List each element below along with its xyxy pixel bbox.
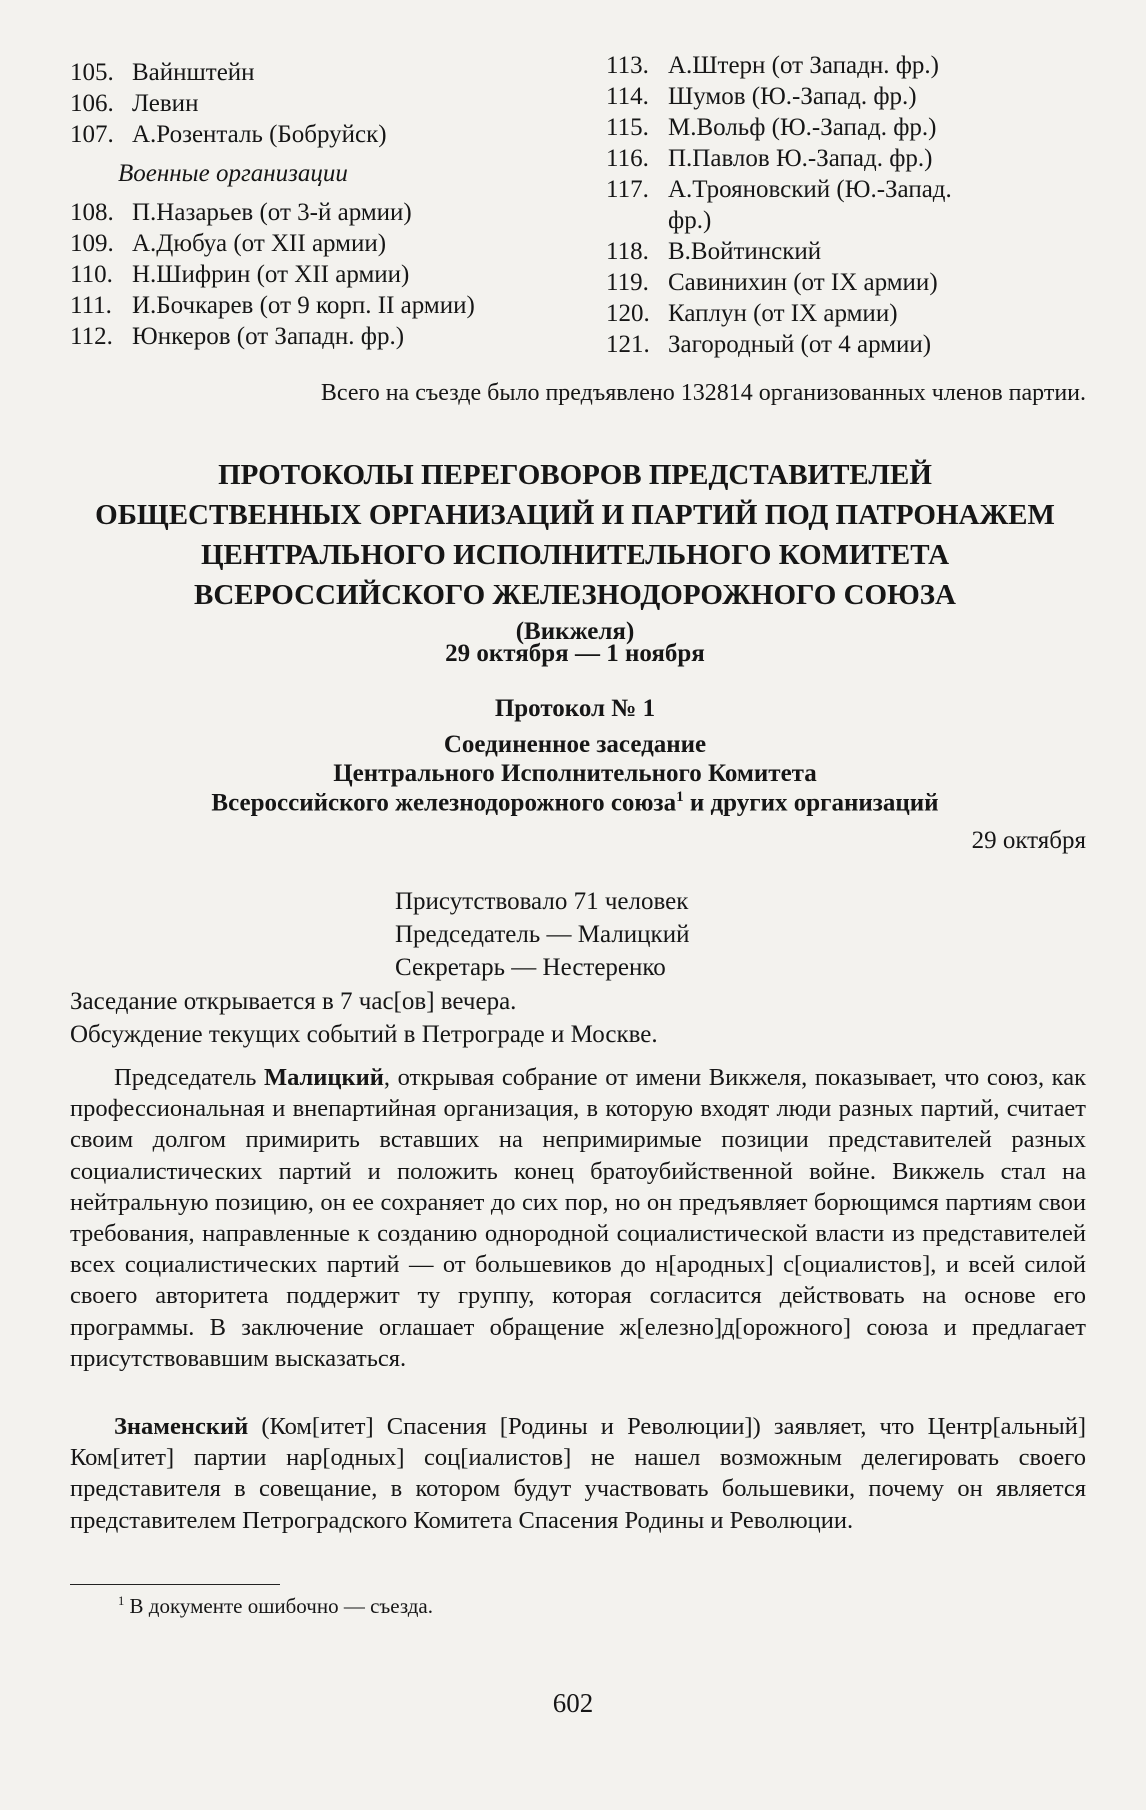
attendance-secretary: Секретарь — Нестеренко: [395, 954, 666, 981]
footnote-ref: 1: [676, 789, 684, 805]
list-item: [606, 236, 1096, 267]
opening-line: Заседание открывается в 7 час[ов] вечера.: [70, 988, 517, 1015]
civil-delegates: [70, 57, 590, 150]
list-item-text: Юнкеров (от Западн. фр.): [132, 323, 405, 350]
list-item-text: Шумов (Ю.-Запад. фр.): [668, 83, 917, 110]
list-item-text: Н.Шифрин (от XII армии): [132, 261, 410, 288]
attendance-chair: Председатель — Малицкий: [395, 921, 690, 948]
list-item: [70, 57, 590, 88]
protocol-line3-a: Всероссийского железнодорожного союза: [211, 789, 677, 817]
list-item-number: 107.: [70, 121, 114, 148]
para1-lead: Председатель: [114, 1064, 264, 1091]
page-number: 602: [552, 1688, 594, 1718]
list-item: [70, 321, 590, 352]
speaker-name: Малицкий: [263, 1064, 384, 1091]
list-item-text: М.Вольф (Ю.-Запад. фр.): [668, 114, 937, 141]
protocol-date: 29 октября: [971, 827, 1086, 854]
list-item-text: Левин: [132, 90, 199, 117]
list-item-text: Вайнштейн: [132, 59, 255, 86]
list-item-number: 112.: [70, 323, 113, 350]
footnote: [118, 1594, 433, 1619]
para2-text: (Ком[итет] Спасения [Родины и Революции]) заявляет, что Центр[альный] Ком[итет] партии нар[одных] соц[иалистов] не нашел возможным делегировать своего представителя в совещание, в котором будут участвовать большевики, почему он является представителем Петроградского Комитета Спасения Родины и Революции.: [70, 1413, 1086, 1534]
list-item-number: 120.: [606, 300, 650, 327]
military-heading: Военные организации: [118, 160, 348, 187]
list-item-number: 117.: [606, 176, 649, 203]
list-item-text: А.Дюбуа (от XII армии): [132, 230, 387, 257]
total-line: Всего на съезде было предъявлено 132814 организованных членов партии.: [320, 380, 1086, 406]
list-item-number: 115.: [606, 114, 649, 141]
title-line: ЦЕНТРАЛЬНОГО ИСПОЛНИТЕЛЬНОГО КОМИТЕТА: [200, 539, 950, 571]
delegate-list-left: [70, 57, 590, 352]
list-item: [70, 228, 590, 259]
list-item-number: 111.: [70, 292, 112, 319]
footnote-divider: [70, 1584, 280, 1585]
list-item-number: 116.: [606, 145, 649, 172]
title-line: ВСЕРОССИЙСКОГО ЖЕЛЕЗНОДОРОЖНОГО СОЮЗА: [194, 579, 956, 611]
list-item: [606, 81, 1096, 112]
protocol-line2: Центрального Исполнительного Комитета: [333, 760, 817, 787]
list-item-number: 118.: [606, 238, 649, 265]
list-item-text: Загородный (от 4 армии): [668, 331, 932, 358]
protocol-number: Протокол № 1: [494, 695, 656, 722]
footnote-text: В документе ошибочно — съезда.: [124, 1594, 433, 1618]
list-item: [70, 197, 590, 228]
list-item-text: П.Павлов Ю.-Запад. фр.): [668, 145, 933, 172]
list-item-text: В.Войтинский: [668, 238, 822, 265]
list-item-text: А.Розенталь (Бобруйск): [132, 121, 387, 148]
paragraph-malitsky: [70, 1062, 1086, 1374]
list-item: [70, 119, 590, 150]
list-item: [70, 290, 590, 321]
list-item-number: 113.: [606, 52, 649, 79]
list-item-number: 114.: [606, 83, 649, 110]
date-range: 29 октября — 1 ноября: [445, 640, 705, 667]
list-item-number: 105.: [70, 59, 114, 86]
list-item: [606, 112, 1096, 143]
list-item-number: 109.: [70, 230, 114, 257]
list-item-continuation: фр.): [668, 207, 712, 234]
list-item-text: А.Трояновский (Ю.-Запад.: [668, 176, 952, 203]
protocol-line1: Соединенное заседание: [443, 731, 707, 758]
list-item-number: 119.: [606, 269, 649, 296]
speaker-name: Знаменский: [114, 1413, 249, 1440]
attendance: [395, 885, 689, 984]
list-item: [70, 88, 590, 119]
list-item-number: 108.: [70, 199, 114, 226]
list-item: [606, 50, 1096, 81]
right-delegates: [606, 50, 1096, 360]
list-item-number: 106.: [70, 90, 114, 117]
protocol-line3-b: и других организаций: [683, 789, 939, 817]
list-item-number: 110.: [70, 261, 113, 288]
document-title: [60, 455, 1090, 649]
list-item: [606, 143, 1096, 174]
list-item-number: 121.: [606, 331, 650, 358]
opening-line: Обсуждение текущих событий в Петрограде и Москве.: [70, 1021, 658, 1048]
title-line: ОБЩЕСТВЕННЫХ ОРГАНИЗАЦИЙ И ПАРТИЙ ПОД ПАТРОНАЖЕМ: [95, 499, 1055, 531]
delegate-list-right: [606, 50, 1096, 360]
para1-text: , открывая собрание от имени Викжеля, показывает, что союз, как профессиональная и внепартийная организация, в которую входят люди разных партий, считает своим долгом примирить вставших на непримиримые позиции представителей разных социалистических партий и положить конец братоубийственной войне. Викжель стал на нейтральную позицию, он ее сохраняет до сих пор, но он предъявляет борющимся партиям свои требования, направленные к созданию однородной социалистической власти из представителей всех социалистических партий — от большевиков до н[ародных] с[оциалистов], и всей силой своего авторитета поддержит ту группу, которая согласится действовать на основе его программы. В заключение оглашает обращение ж[елезно]д[орожного] союза и предлагает присутствовавшим высказаться.: [70, 1064, 1086, 1372]
list-item: [70, 259, 590, 290]
opening-lines: [70, 985, 1086, 1051]
protocol-line3: [60, 789, 1090, 817]
list-item: [606, 174, 1096, 205]
list-item-text: Каплун (от IX армии): [668, 300, 898, 327]
list-item-text: А.Штерн (от Западн. фр.): [668, 52, 939, 79]
title-paren: (Викжеля): [515, 618, 635, 645]
list-item-text: П.Назарьев (от 3-й армии): [132, 199, 412, 226]
list-item-text: Савинихин (от IX армии): [668, 269, 938, 296]
list-item-text: И.Бочкарев (от 9 корп. II армии): [132, 292, 475, 319]
list-item: [606, 267, 1096, 298]
paragraph-znamensky: [70, 1411, 1086, 1536]
list-item: [606, 329, 1096, 360]
title-line: ПРОТОКОЛЫ ПЕРЕГОВОРОВ ПРЕДСТАВИТЕЛЕЙ: [218, 459, 932, 491]
footnote-mark: 1: [118, 1594, 125, 1608]
military-delegates: [70, 197, 590, 352]
attendance-present: Присутствовало 71 человек: [395, 888, 689, 915]
list-item: [606, 298, 1096, 329]
